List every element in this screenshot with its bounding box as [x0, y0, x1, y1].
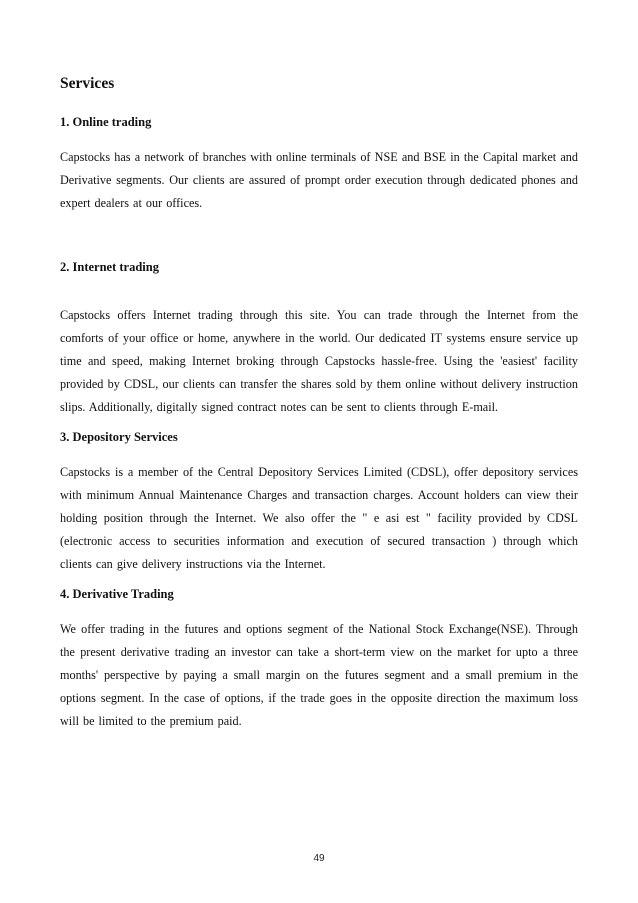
section-online-trading [60, 114, 578, 215]
page-number: 49 [313, 853, 325, 864]
section-heading: 2. Internet trading [60, 260, 159, 274]
page-title: Services [60, 75, 115, 92]
section-derivative-trading [60, 586, 578, 733]
section-depository-services [60, 429, 578, 576]
section-internet-trading [60, 259, 578, 419]
section-body: Capstocks is a member of the Central Depository Services Limited (CDSL), offer depository services with minimum Annual Maintenance Charges and transaction charges. Account holders can view their holding position through the Internet. We also offer the " e asi est " facility provided by CDSL (electronic access to securities information and execution of secured transaction ) through which clients can give delivery instructions via the Internet. [60, 465, 578, 571]
spacer [60, 215, 578, 259]
document-content [60, 74, 578, 733]
section-body: Capstocks offers Internet trading through this site. You can trade through the Internet from the comforts of your office or home, anywhere in the world. Our dedicated IT systems ensure service up time and speed, making Internet broking through Capstocks hassle-free. Using the 'easiest' facility provided by CDSL, our clients can transfer the shares sold by them online without delivery instruction slips. Additionally, digitally signed contract notes can be sent to clients through E-mail. [60, 308, 578, 414]
section-body: We offer trading in the futures and options segment of the National Stock Exchange(NSE). Through the present derivative trading an investor can take a short-term view on the market for upto a three months' perspective by paying a small margin on the futures segment and a small premium in the options segment. In the case of options, if the trade goes in the opposite direction the maximum loss will be limited to the premium paid. [60, 622, 578, 728]
section-heading: 1. Online trading [60, 115, 152, 129]
section-heading: 3. Depository Services [60, 430, 178, 444]
section-heading: 4. Derivative Trading [60, 587, 174, 601]
spacer [60, 576, 578, 586]
section-body: Capstocks has a network of branches with online terminals of NSE and BSE in the Capital market and Derivative segments. Our clients are assured of prompt order execution through dedicated phones and expert dealers at our offices. [60, 150, 578, 210]
spacer [60, 419, 578, 429]
